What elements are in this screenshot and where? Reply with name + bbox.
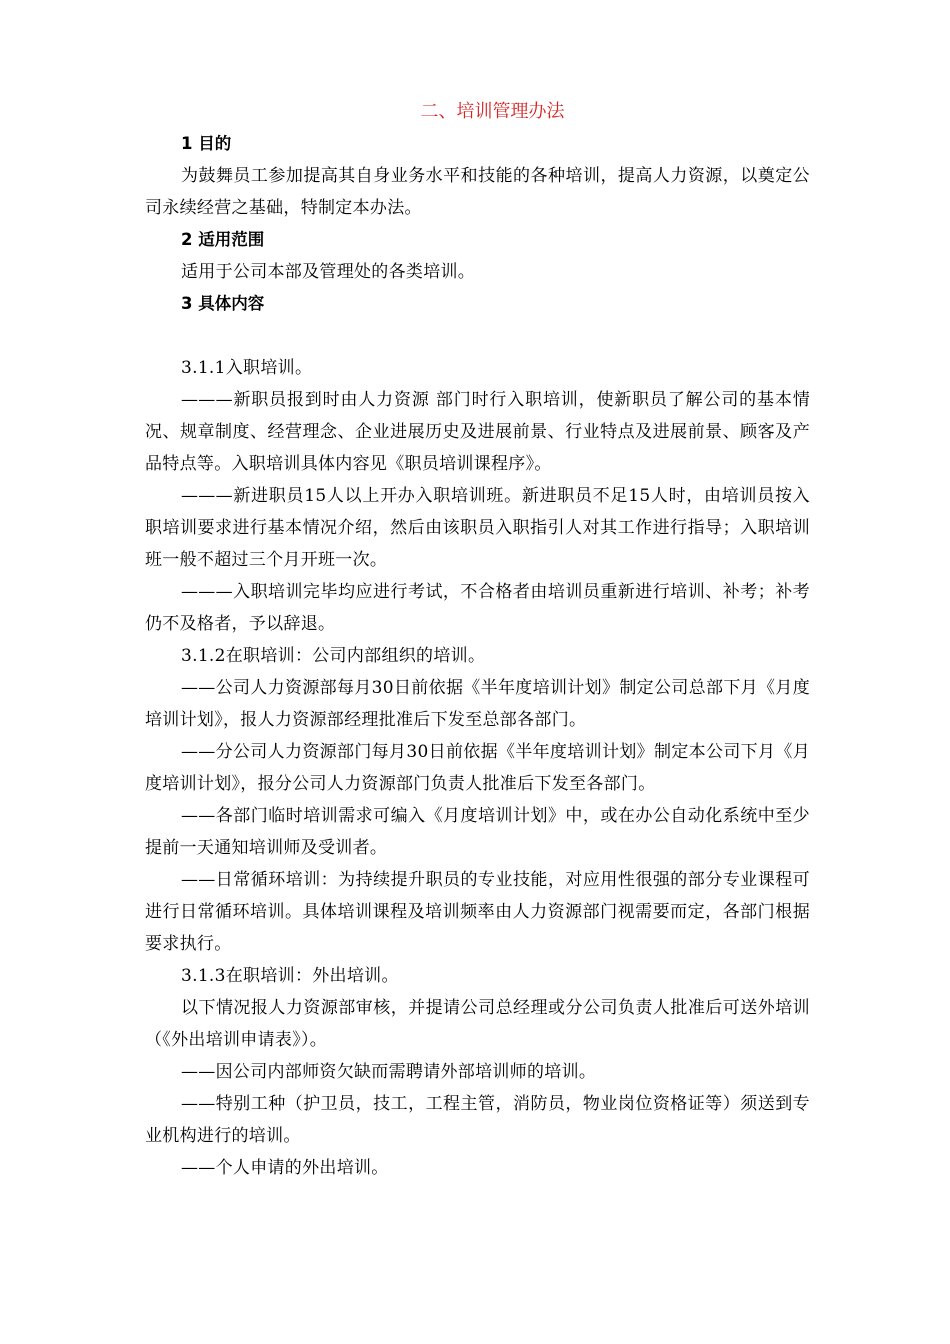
document-title: 二、培训管理办法	[420, 101, 565, 122]
content-paragraph: ———新进职员15人以上开办入职培训班。新进职员不足15人时，由培训员按入职培训要求进行基本情况介绍，然后由该职员入职指引人对其工作进行指导；入职培训班一般不超过三个月开班一次。	[145, 486, 810, 570]
purpose-paragraph: 为鼓舞员工参加提高其自身业务水平和技能的各种培训，提高人力资源，以奠定公司永续经营之基础，特制定本办法。	[145, 166, 810, 218]
scope-paragraph: 适用于公司本部及管理处的各类培训。	[181, 262, 476, 282]
content-paragraph: ——分公司人力资源部门每月30日前依据《半年度培训计划》制定本公司下月《月度培训计划》，报分公司人力资源部门负责人批准后下发至各部门。	[145, 742, 810, 794]
content-paragraph: ——因公司内部师资欠缺而需聘请外部培训师的培训。	[181, 1062, 597, 1082]
content-paragraph: ———入职培训完毕均应进行考试，不合格者由培训员重新进行培训、补考；补考仍不及格者，予以辞退。	[145, 582, 810, 634]
content-paragraph: ——各部门临时培训需求可编入《月度培训计划》中，或在办公自动化系统中至少提前一天通知培训师及受训者。	[145, 806, 810, 858]
content-paragraph: ——公司人力资源部每月30日前依据《半年度培训计划》制定公司总部下月《月度培训计划》，报人力资源部经理批准后下发至总部各部门。	[145, 678, 810, 730]
section-heading-purpose: 1 目的	[181, 134, 232, 153]
content-paragraph: ———新职员报到时由人力资源 部门时行入职培训，使新职员了解公司的基本情况、规章制度、经营理念、企业进展历史及进展前景、行业特点及进展前景、顾客及产品特点等。入职培训具体内容见《职员培训课程序》。	[145, 390, 810, 474]
section-heading-scope: 2 适用范围	[181, 230, 265, 249]
content-paragraph: ——个人申请的外出培训。	[181, 1158, 389, 1178]
content-paragraph: 以下情况报人力资源部审核，并提请公司总经理或分公司负责人批准后可送外培训（《外出培训申请表》）。	[145, 998, 810, 1050]
blank-line	[145, 320, 810, 352]
content-paragraph: ——日常循环培训：为持续提升职员的专业技能，对应用性很强的部分专业课程可进行日常循环培训。具体培训课程及培训频率由人力资源部门视需要而定，各部门根据要求执行。	[145, 870, 810, 954]
section-heading-content: 3 具体内容	[181, 294, 265, 313]
content-paragraph: 3.1.2在职培训：公司内部组织的培训。	[181, 646, 486, 666]
document-page	[145, 96, 810, 1184]
content-paragraph: 3.1.3在职培训：外出培训。	[181, 966, 399, 986]
content-paragraph: 3.1.1入职培训。	[181, 358, 313, 378]
content-paragraph: ——特别工种（护卫员，技工，工程主管，消防员，物业岗位资格证等）须送到专业机构进行的培训。	[145, 1094, 810, 1146]
